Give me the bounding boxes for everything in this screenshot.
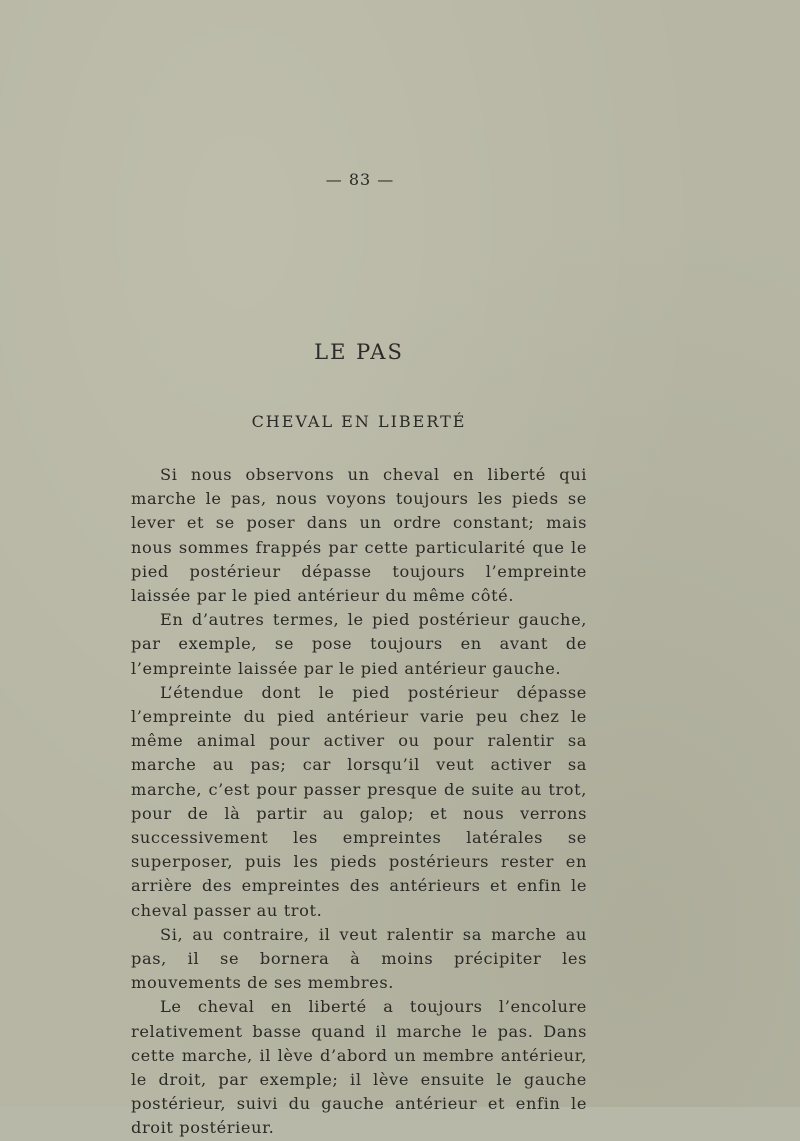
page-number: — 83 — — [325, 170, 395, 189]
body-text — [131, 463, 587, 1141]
paragraph: L’étendue dont le pied postérieur dépasse l’empreinte du pied antérieur varie peu chez le même animal pour activer ou pour ralentir sa marche au pas; car lorsqu’il veut activer sa marche, c’est pour passer presque de suite au trot, pour de là partir au galop; et nous verrons successivement les empreintes latérales se superposer, puis les pieds postérieurs rester en arrière des empreintes des antérieurs et enfin le cheval passer au trot. — [131, 682, 587, 920]
paragraph: Le cheval en liberté a toujours l’encolure relativement basse quand il marche le pas. Dans cette marche, il lève d’abord un membre antérieur, le droit, par exemple; il lève ensuite le gauche postérieur, suivi du gauche antérieur et enfin le droit postérieur. — [131, 997, 587, 1138]
chapter-title: LE PAS — [314, 340, 404, 364]
paragraph: Si nous observons un cheval en liberté qui marche le pas, nous voyons toujours les pieds se lever et se poser dans un ordre constant; mais nous sommes frappés par cette particularité que le pied postérieur dépasse toujours l’empreinte laissée par le pied antérieur du même côté. — [131, 465, 587, 606]
paragraph: Si, au contraire, il veut ralentir sa marche au pas, il se bornera à moins précipiter les mouvements de ses membres. — [131, 924, 587, 993]
section-subtitle: CHEVAL EN LIBERTÉ — [251, 412, 467, 431]
paragraph: En d’autres termes, le pied postérieur gauche, par exemple, se pose toujours en avant de l’empreinte laissée par le pied antérieur gauche. — [131, 610, 587, 678]
